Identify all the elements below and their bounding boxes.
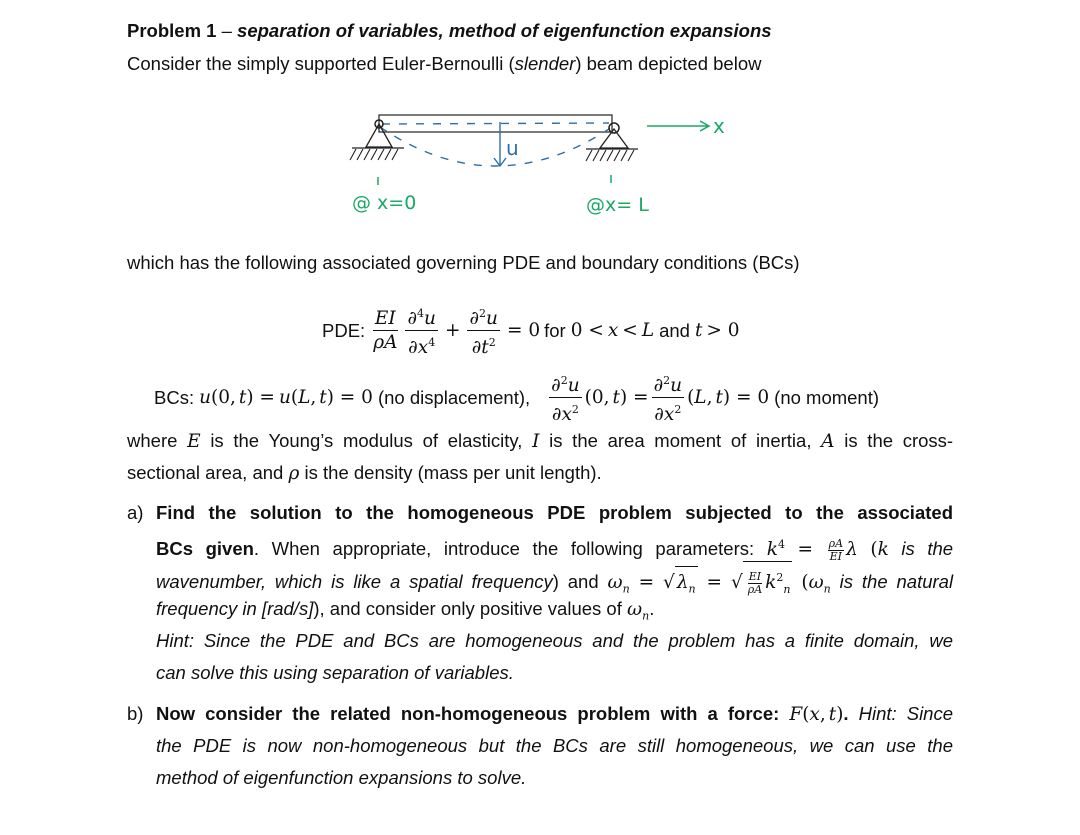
pde-equation: PDE: $\frac{EI}{\rho A}$ $\frac{\partial^4u}{\partial x^4}$ + $\frac{\partial^2u}{\partial t^2}$ = 0 for 0 < x < L and t > 0 xyxy=(322,304,740,358)
where-line-2: sectional area, and ρ is the density (mass per unit length). xyxy=(127,462,602,484)
problem-subtitle: separation of variables, method of eigenfunction expansions xyxy=(237,20,772,41)
left-hatch xyxy=(350,149,398,160)
bc-no-moment: (no moment) xyxy=(774,387,880,409)
d2u-dx2-left: $\frac{\partial^2u}{\partial x^2}$ xyxy=(549,371,582,425)
pde-for: for xyxy=(544,320,566,342)
right-hatch xyxy=(586,150,634,161)
governing-sentence: which has the following associated governing PDE and boundary conditions (BCs) xyxy=(127,252,800,273)
where-line-1: where E is the Young’s modulus of elasticity, I is the area moment of inertia, A is the cross- xyxy=(127,430,954,452)
part-a-hint-2: can solve this using separation of variables. xyxy=(156,662,514,683)
pde-label: PDE: xyxy=(322,320,366,342)
part-b-line-3: method of eigenfunction expansions to solve. xyxy=(156,767,527,788)
problem-label: Problem 1 xyxy=(127,20,217,41)
d2u-dt2: $\frac{\partial^2u}{\partial t^2}$ xyxy=(467,304,500,358)
part-a-line-3: wavenumber, which is like a spatial frequency) and $\omega_n$ = √ $\lambda_n$ = √ $\frac{EI}{\rho A}$ $k^2_n$ ($\omega_n$ is the natural xyxy=(156,561,953,606)
bc-no-displacement: (no displacement), xyxy=(377,387,531,409)
beam-figure xyxy=(330,105,750,220)
bcs-equation: BCs: u (0, t ) = u ( L , t ) = 0 (no displacement), $\frac{\partial^2u}{\partial x^2}$ (0, t ) = $\frac{\partial^2u}{\partial x^2}$ ( L , t ) = 0 (no moment) xyxy=(154,371,879,425)
part-a-line-4: frequency in [rad/s]), and consider only positive values of $\omega_n$. xyxy=(156,598,655,623)
ei-over-rhoa: $\frac{EI}{\rho A}$ xyxy=(373,308,398,354)
problem-intro: Consider the simply supported Euler-Bernoulli (slender) beam depicted below xyxy=(127,53,762,74)
x-axis-label: x xyxy=(713,114,725,138)
left-support-label: @ x=0 xyxy=(352,192,417,214)
part-b-line-2: the PDE is now non-homogeneous but the BCs are still homogeneous, we can use the xyxy=(156,735,953,756)
pde-and: and xyxy=(659,320,690,342)
d2u-dx2-right: $\frac{\partial^2u}{\partial x^2}$ xyxy=(652,371,685,425)
u-label: u xyxy=(506,136,519,160)
title-dash: – xyxy=(216,20,238,41)
beam-centerline xyxy=(382,123,609,124)
part-a-line-2: BCs given. When appropriate, introduce the following parameters: $k^4$ = $\frac{\rho A}{EI}$ λ (k is the xyxy=(156,536,954,563)
d4u-dx4: $\frac{\partial^4u}{\partial x^4}$ xyxy=(405,304,438,358)
beam-body xyxy=(379,115,612,132)
part-a-label: a) xyxy=(127,502,144,523)
part-a-hint-1: Hint: Since the PDE and BCs are homogeneous and the problem has a finite domain, we xyxy=(156,630,953,651)
part-a-line-1: Find the solution to the homogeneous PDE problem subjected to the associated xyxy=(156,502,953,523)
part-b-line-1: Now consider the related non-homogeneous problem with a force: F(x, t). Hint: Since xyxy=(156,703,954,725)
right-support-label: @x= L xyxy=(586,194,649,216)
bcs-label: BCs: xyxy=(154,387,195,409)
part-b-label: b) xyxy=(127,703,144,724)
problem-title xyxy=(127,20,772,42)
